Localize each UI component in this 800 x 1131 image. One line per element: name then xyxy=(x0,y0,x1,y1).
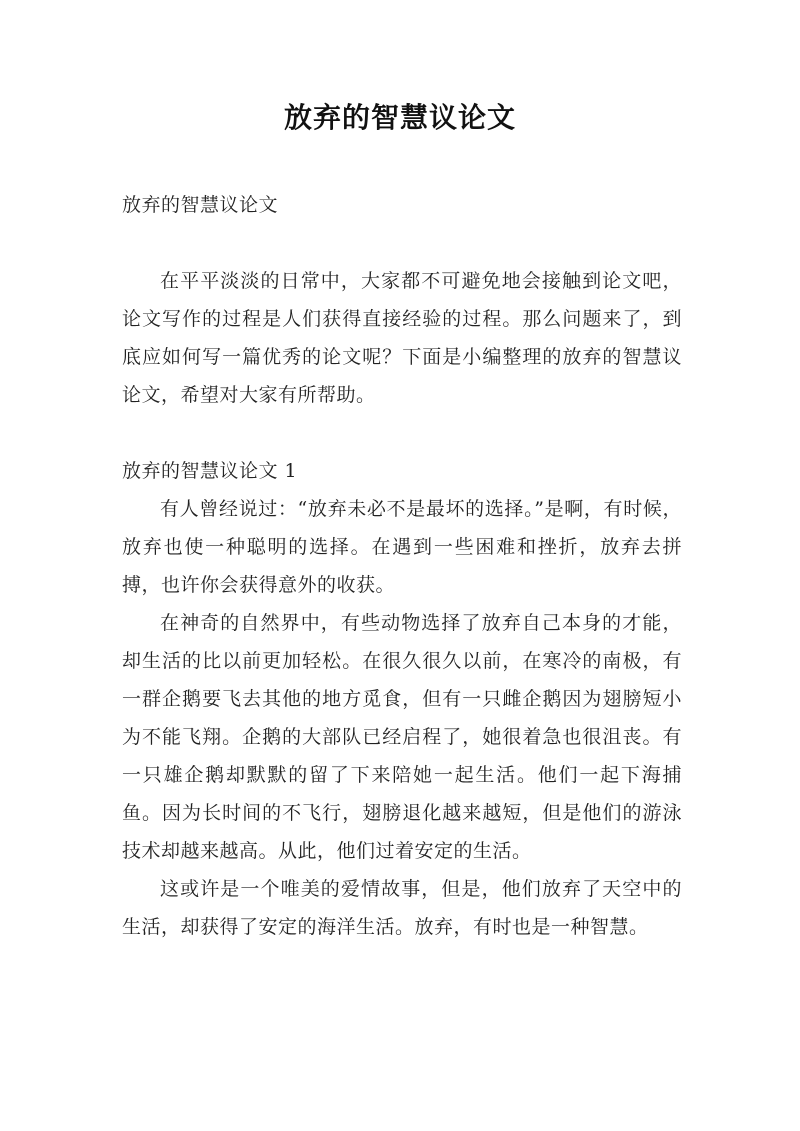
document-title: 放弃的智慧议论文 xyxy=(283,101,516,134)
document-subtitle: 放弃的智慧议论文 xyxy=(122,194,279,216)
document-body xyxy=(122,186,682,946)
body-paragraph-3: 这或许是一个唯美的爱情故事，但是，他们放弃了天空中的生活，却获得了安定的海洋生活。放弃，有时也是一种智慧。 xyxy=(122,878,682,938)
intro-paragraph: 在平平淡淡的日常中，大家都不可避免地会接触到论文吧，论文写作的过程是人们获得直接经验的过程。那么问题来了，到底应如何写一篇优秀的论文呢？下面是小编整理的放弃的智慧议论文，希望对大家有所帮助。 xyxy=(122,270,682,406)
body-paragraph-1: 有人曾经说过：“放弃未必不是最坏的选择。”是啊，有时候，放弃也使一种聪明的选择。在遇到一些困难和挫折，放弃去拼搏，也许你会获得意外的收获。 xyxy=(122,498,682,596)
section-heading: 放弃的智慧议论文 1 xyxy=(122,460,298,482)
body-paragraph-2: 在神奇的自然界中，有些动物选择了放弃自己本身的才能，却生活的比以前更加轻松。在很久很久以前，在寒冷的南极，有一群企鹅要飞去其他的地方觅食，但有一只雌企鹅因为翅膀短小为不能飞翔。企鹅的大部队已经启程了，她很着急也很沮丧。有一只雄企鹅却默默的留了下来陪她一起生活。他们一起下海捕鱼。因为长时间的不飞行，翅膀退化越来越短，但是他们的游泳技术却越来越高。从此，他们过着安定的生活。 xyxy=(122,612,682,862)
